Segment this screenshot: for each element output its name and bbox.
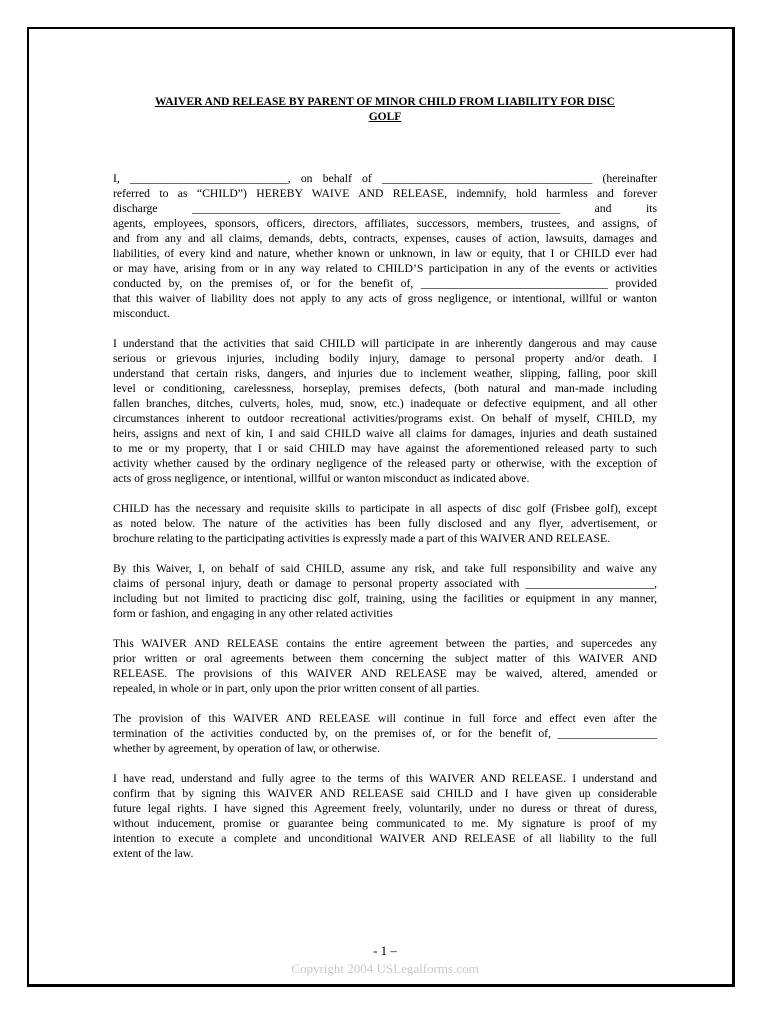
text-line: brochure relating to the participating activities is expressly made a part of this WAIVER AND RELEASE. (113, 532, 611, 545)
text-line: or may have, arising from or in any way related to CHILD’S participation in any of the events or activities (113, 262, 657, 275)
text-line: claims of personal injury, death or damage to personal property associated with ______________________, (113, 577, 657, 590)
text-line: that this waiver of liability does not apply to any acts of gross negligence, or intentional, willful or wanton (113, 292, 657, 305)
paragraph-risks (113, 336, 657, 486)
text-line: termination of the activities conducted by, on the premises of, or for the benefit of, _________________ (113, 727, 657, 740)
text-line: acts of gross negligence, or intentional, willful or wanton misconduct as indicated above. (113, 472, 530, 485)
text-line: I, ___________________________, on behalf of ____________________________________ (hereinafter (113, 172, 657, 185)
text-line: without inducement, promise or guarantee being communicated to me. My signature is proof of my (113, 817, 657, 830)
text-line: activity whether caused by the ordinary negligence of the released party or otherwise, with the exception of (113, 457, 657, 470)
page-number: - 1 – (373, 943, 397, 958)
paragraph-skills (113, 501, 657, 546)
text-line: misconduct. (113, 307, 170, 320)
text-line: CHILD has the necessary and requisite skills to participate in all aspects of disc golf (Frisbee golf), except (113, 502, 657, 515)
text-line: repealed, in whole or in part, only upon the prior written consent of all parties. (113, 682, 480, 695)
document-body (113, 171, 657, 876)
paragraph-entire-agreement (113, 636, 657, 696)
title-line-1: WAIVER AND RELEASE BY PARENT OF MINOR CHILD FROM LIABILITY FOR DISC (155, 96, 615, 108)
text-line: discharge _______________________________________________________________ and its (113, 202, 657, 215)
text-line: serious or grievous injuries, including bodily injury, damage to personal property and/or death. I (113, 352, 657, 365)
text-line: referred to as “CHILD”) HEREBY WAIVE AND RELEASE, indemnify, hold harmless and forever (113, 187, 657, 200)
text-line: whether by agreement, by operation of law, or otherwise. (113, 742, 380, 755)
text-line: including but not limited to practicing disc golf, training, using the facilities or equipment in any manner, (113, 592, 657, 605)
document-title (110, 95, 660, 125)
text-line: RELEASE. The provisions of this WAIVER AND RELEASE may be waived, altered, amended or (113, 667, 657, 680)
text-line: circumstances inherent to outdoor recreational activities/programs exist. On behalf of myself, CHILD, my (113, 412, 657, 425)
paragraph-continuation (113, 711, 657, 756)
text-line: conducted by, on the premises of, or for the benefit of, ________________________________ provided (113, 277, 657, 290)
text-line: liabilities, of every kind and nature, whether known or unknown, in law or equity, that I or CHILD ever had (113, 247, 657, 260)
text-line: as noted below. The nature of the activities has been fully disclosed and any flyer, advertisement, or (113, 517, 657, 530)
text-line: confirm that by signing this WAIVER AND RELEASE said CHILD and I have given up considerable (113, 787, 657, 800)
text-line: intention to execute a complete and unconditional WAIVER AND RELEASE of all liability to the full (113, 832, 657, 845)
text-line: The provision of this WAIVER AND RELEASE will continue in full force and effect even after the (113, 712, 657, 725)
text-line: fallen branches, ditches, culverts, holes, mud, snow, etc.) inadequate or defective equipment, and all other (113, 397, 657, 410)
title-line-2: GOLF (368, 111, 402, 123)
paragraph-assume-risk (113, 561, 657, 621)
text-line: By this Waiver, I, on behalf of said CHILD, assume any risk, and take full responsibility and waive any (113, 562, 657, 575)
text-line: agents, employees, sponsors, officers, directors, affiliates, successors, members, trustees, and assigns, of (113, 217, 657, 230)
text-line: future legal rights. I have signed this Agreement freely, voluntarily, under no duress or threat of duress, (113, 802, 657, 815)
text-line: level or conditioning, carelessness, horseplay, premises defects, (both natural and man-made including (113, 382, 657, 395)
text-line: understand that certain risks, dangers, and injuries due to inclement weather, slipping, falling, poor skill (113, 367, 657, 380)
paragraph-release (113, 171, 657, 321)
text-line: I have read, understand and fully agree to the terms of this WAIVER AND RELEASE. I understand and (113, 772, 657, 785)
paragraph-acknowledgement (113, 771, 657, 861)
text-line: I understand that the activities that said CHILD will participate in are inherently dangerous and may cause (113, 337, 657, 350)
text-line: extent of the law. (113, 847, 194, 860)
text-line: and from any and all claims, demands, debts, contracts, expenses, causes of action, lawsuits, damages and (113, 232, 657, 245)
copyright-notice: Copyright 2004 USLegalforms.com (291, 961, 479, 976)
text-line: prior written or oral agreements between them concerning the subject matter of this WAIVER AND (113, 652, 657, 665)
text-line: This WAIVER AND RELEASE contains the entire agreement between the parties, and supercedes any (113, 637, 657, 650)
text-line: to me or my property, that I or said CHILD may have against the aforementioned released party to such (113, 442, 657, 455)
text-line: form or fashion, and engaging in any other related activities (113, 607, 393, 620)
text-line: heirs, assigns and next of kin, I and said CHILD waive all claims for damages, injuries and death sustained (113, 427, 657, 440)
